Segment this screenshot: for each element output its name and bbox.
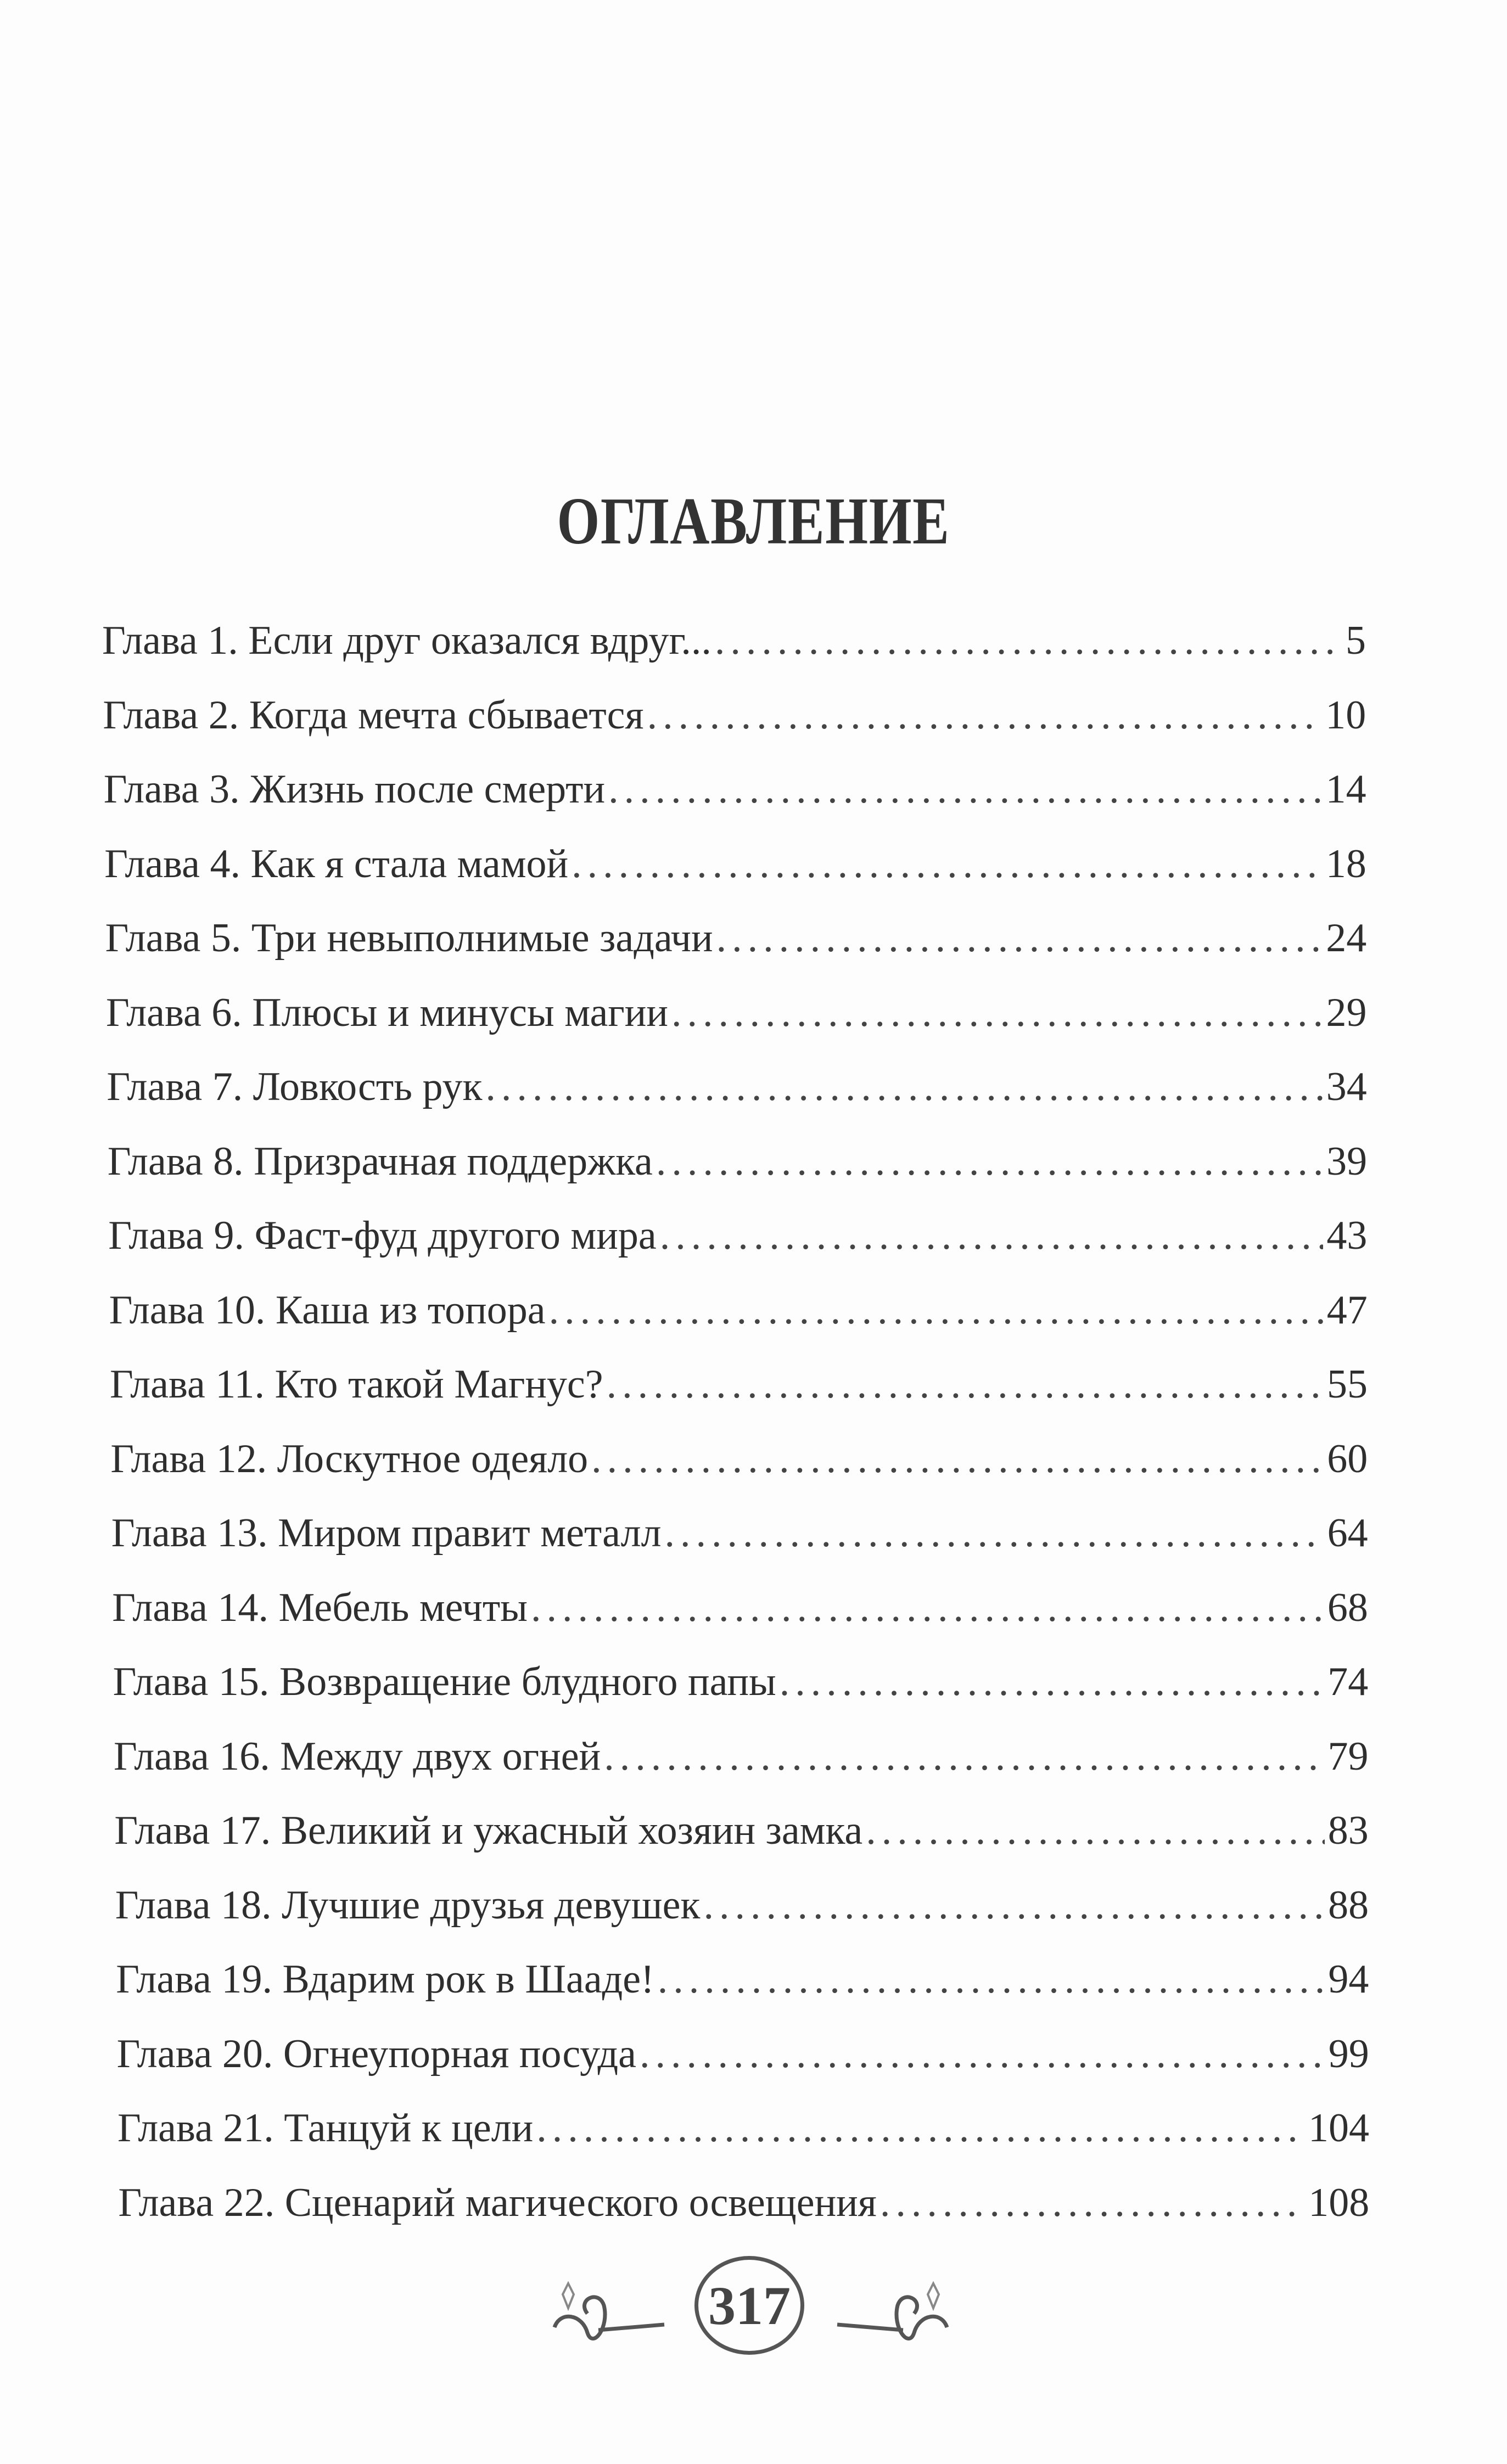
toc-entry-title: Глава 16. Между двух огней — [114, 1733, 601, 1779]
dot-leader — [549, 1283, 1324, 1338]
toc-entry — [102, 613, 1366, 668]
toc-entry-page: 68 — [1327, 1585, 1368, 1630]
toc-entry-page: 74 — [1327, 1659, 1369, 1704]
toc-entry-page: 55 — [1327, 1362, 1368, 1407]
toc-entry — [108, 1208, 1367, 1263]
toc-entry-title: Глава 13. Миром правит металл — [111, 1511, 662, 1556]
dot-leader — [656, 1134, 1323, 1189]
toc-entry — [104, 837, 1366, 891]
toc-entry-title: Глава 8. Призрачная поддержка — [107, 1138, 653, 1184]
toc-entry-page: 99 — [1328, 2031, 1369, 2076]
dot-leader — [640, 2027, 1325, 2081]
toc-entry-page: 10 — [1325, 692, 1366, 738]
toc-entry-title: Глава 19. Вдарим рок в Шааде! — [116, 1957, 654, 2002]
toc-entry — [115, 1878, 1369, 1933]
dot-leader — [660, 1208, 1324, 1263]
dot-leader — [604, 1729, 1324, 1784]
dot-leader — [716, 911, 1323, 966]
dot-leader — [608, 762, 1322, 817]
dot-leader — [572, 837, 1323, 891]
dot-leader — [715, 613, 1342, 668]
toc-entry — [108, 1134, 1367, 1189]
toc-entry-page: 79 — [1327, 1733, 1369, 1779]
toc-entry — [114, 1803, 1368, 1858]
toc-entry — [105, 911, 1367, 966]
toc-entry-title: Глава 4. Как я стала мамой — [104, 841, 569, 886]
toc-entry-page: 39 — [1326, 1138, 1368, 1184]
dot-leader — [665, 1506, 1324, 1561]
toc-entry-title: Глава 22. Сценарий магического освещения — [118, 2180, 877, 2225]
toc-entry-title: Глава 12. Лоскутное одеяло — [110, 1436, 589, 1481]
toc-entry-title: Глава 1. Если друг оказался вдруг... — [102, 618, 712, 663]
right-ornament-icon — [826, 2261, 958, 2355]
toc-entry — [118, 2175, 1369, 2230]
toc-entry — [111, 1506, 1368, 1561]
dot-leader — [531, 1580, 1324, 1635]
toc-entry-page: 64 — [1327, 1511, 1368, 1556]
toc-entry-page: 14 — [1325, 767, 1366, 812]
dot-leader — [780, 1654, 1324, 1709]
toc-entry-title: Глава 6. Плюсы и минусы магии — [106, 990, 668, 1035]
toc-entry-title: Глава 3. Жизнь после смерти — [103, 767, 606, 812]
toc-entry — [109, 1283, 1368, 1338]
dot-leader — [880, 2175, 1305, 2230]
toc-entry-title: Глава 21. Танцуй к цели — [117, 2106, 534, 2151]
page-title: ОГЛАВЛЕНИЕ — [557, 484, 950, 558]
toc-entry-page: 60 — [1327, 1436, 1368, 1481]
dot-leader — [658, 1952, 1325, 2007]
dot-leader — [703, 1878, 1325, 1933]
toc-entry — [110, 1432, 1368, 1486]
toc-entry — [103, 688, 1366, 743]
toc-entry-title: Глава 10. Каша из топора — [109, 1287, 546, 1333]
dot-leader — [607, 1357, 1324, 1412]
toc-entry — [106, 985, 1367, 1040]
toc-entry-title: Глава 2. Когда мечта сбывается — [103, 692, 644, 738]
toc-entry-page: 88 — [1328, 1882, 1369, 1928]
toc-entry-page: 5 — [1346, 618, 1366, 663]
dot-leader — [591, 1432, 1324, 1486]
toc-entry-title: Глава 17. Великий и ужасный хозяин замка — [114, 1808, 863, 1853]
toc-entry-page: 24 — [1326, 916, 1367, 961]
dot-leader — [647, 688, 1323, 743]
toc-entry-page: 104 — [1308, 2106, 1369, 2151]
toc-entry — [110, 1357, 1368, 1412]
toc-entry — [113, 1654, 1369, 1709]
dot-leader — [536, 2101, 1305, 2156]
dot-leader — [485, 1059, 1323, 1114]
toc-entry-title: Глава 9. Фаст-фуд другого мира — [108, 1213, 657, 1258]
toc-entry-title: Глава 14. Мебель мечты — [112, 1585, 528, 1630]
toc-entry-page: 47 — [1326, 1287, 1368, 1333]
toc-entry — [112, 1580, 1368, 1635]
toc-entry — [116, 1952, 1369, 2007]
toc-entry-title: Глава 11. Кто такой Магнус? — [110, 1362, 603, 1407]
toc-entry-title: Глава 20. Огнеупорная посуда — [116, 2031, 637, 2076]
toc-entry — [114, 1729, 1369, 1784]
toc-entry-page: 43 — [1326, 1213, 1368, 1258]
toc-entry-page: 83 — [1327, 1808, 1369, 1853]
toc-entry-page: 34 — [1326, 1064, 1367, 1109]
dot-leader — [671, 985, 1323, 1040]
dot-leader — [866, 1803, 1325, 1858]
left-ornament-icon — [544, 2261, 675, 2355]
page-number: 317 — [694, 2256, 804, 2355]
toc-entry — [117, 2027, 1369, 2081]
toc-entry-title: Глава 5. Три невыполнимые задачи — [105, 916, 713, 961]
toc-entry-title: Глава 7. Ловкость рук — [107, 1064, 483, 1109]
toc-entry-page: 94 — [1328, 1957, 1369, 2002]
toc-entry-page: 18 — [1325, 841, 1366, 886]
toc-entry-page: 108 — [1308, 2180, 1370, 2225]
toc-entry-title: Глава 15. Возвращение блудного папы — [113, 1659, 776, 1704]
toc-entry — [107, 1059, 1366, 1114]
toc-entry-page: 29 — [1326, 990, 1367, 1035]
toc-entry — [104, 762, 1366, 817]
toc-entry — [117, 2101, 1369, 2156]
toc-entry-title: Глава 18. Лучшие друзья девушек — [115, 1882, 701, 1928]
